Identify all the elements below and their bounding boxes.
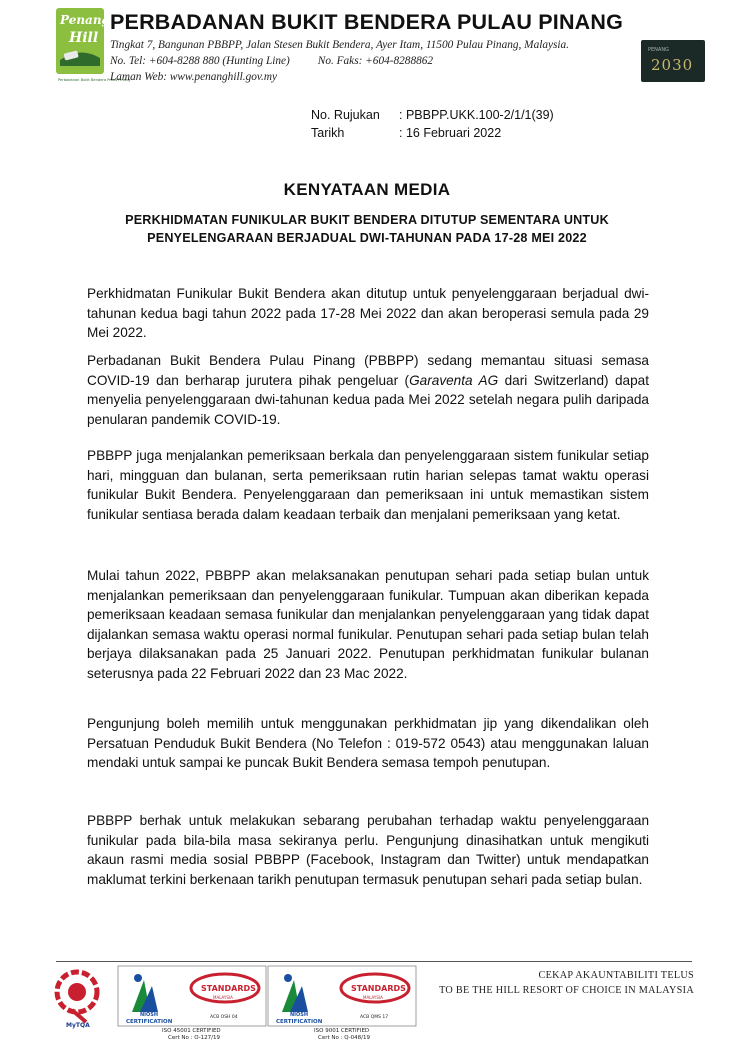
vision-statement: TO BE THE HILL RESORT OF CHOICE IN MALAYSIA: [439, 985, 694, 996]
svg-text:Penang: Penang: [60, 13, 110, 27]
manufacturer-name: Garaventa AG: [409, 372, 499, 388]
cert-1-iso: ISO 45001 CERTIFIED: [162, 1028, 221, 1034]
cert-1-malaysia: MALAYSIA: [213, 995, 233, 1000]
motto: CEKAP AKAUNTABILITI TELUS: [538, 970, 694, 981]
cert-1-standards: STANDARDS: [201, 984, 256, 993]
organization-address: Tingkat 7, Bangunan PBBPP, Jalan Stesen Bukit Bendera, Ayer Itam, 11500 Pulau Pinang, Malaysia.: [110, 39, 570, 51]
cert-2-certification: CERTIFICATION: [276, 1019, 323, 1025]
cert-1-niosh: NIOSH: [140, 1012, 159, 1018]
website[interactable]: Laman Web: www.penanghill.gov.my: [110, 71, 278, 83]
contact-line: [110, 55, 433, 67]
reference-number-value: : PBBPP.UKK.100-2/1/1(39): [399, 108, 554, 122]
iso-9001-certification: [268, 966, 416, 1042]
fax: No. Faks: +604-8288862: [317, 55, 434, 67]
cert-2-niosh: NIOSH: [290, 1012, 309, 1018]
organization-name: PERBADANAN BUKIT BENDERA PULAU PINANG: [110, 10, 624, 34]
cert-2-malaysia: MALAYSIA: [363, 995, 383, 1000]
paragraph-3: PBBPP juga menjalankan pemeriksaan berkala dan penyelenggaraan sistem funikular setiap hari, mingguan dan bulanan, serta pemeriksaan rutin harian selepas tamat waktu operasi funikular Bukit Bendera. Penyelenggaraan dan pemeriksaan ini untuk memastikan sistem funikular sentiasa berada dalam keadaan terbaik dan menjalani pemeriksaan yang ketat.: [87, 448, 649, 522]
penang-2030-badge: [641, 40, 705, 82]
cert-1-certification: CERTIFICATION: [126, 1019, 173, 1025]
cert-2-standards: STANDARDS: [351, 984, 406, 993]
penang-2030-small-text: PENANG: [648, 47, 669, 53]
paragraph-2-part-c: dari Switzerland) dapat menyelia penyelenggaraan dwi-tahunan kedua pada Mei 2022 setelah negara pulih daripada penularan pandemik COVID-19.: [87, 372, 650, 427]
cert-1-logos: [118, 966, 266, 1026]
date-row: [311, 126, 501, 140]
svg-text:Hill: Hill: [69, 30, 99, 46]
paragraph-1: Perkhidmatan Funikular Bukit Bendera akan ditutup untuk penyelenggaraan berjadual dwi-tahunan kedua bagi tahun 2022 pada 17-28 Mei 2022 dan akan beroperasi semula pada 29 Mei 2022.: [87, 286, 649, 341]
cert-1-number: Cert No : O-127/19: [168, 1035, 221, 1041]
penang-2030-big-text: 2030: [651, 56, 694, 74]
cert-2-iso: ISO 9001 CERTIFIED: [314, 1028, 370, 1034]
svg-text:Perbadanan Bukit Bendera Pulau: Perbadanan Bukit Bendera Pulau Pinang: [58, 78, 131, 82]
cert-2-acb: ACB QMS 17: [360, 1015, 389, 1020]
paragraph-6: PBBPP berhak untuk melakukan sebarang perubahan terhadap waktu penyelenggaraan funikular pada bila-bila masa sekiranya perlu. Pengunjung dinasihatkan untuk mengikuti akaun rasmi media sosial PBBPP (Facebook, Instagram dan Twitter) untuk mendapatkan maklumat terkini berkenaan tarikh penutupan termasuk penutupan sehari pada setiap bulan.: [87, 813, 649, 887]
paragraph-2: [87, 351, 649, 429]
mytqa-text: MyTQA: [66, 1022, 90, 1029]
paragraph-4: Mulai tahun 2022, PBBPP akan melaksanakan penutupan sehari pada setiap bulan untuk menjalankan pemeriksaan dan penyelenggaraan funikular. Tumpuan akan diberikan kepada pemeriksaan keadaan semasa funikular dan menjalankan penyelenggaraan yang tidak dapat dijalankan semasa waktu operasi normal funikular. Penutupan sehari pada setiap bulan telah berjaya dilaksanakan pada 25 Januari 2022. Penutupan perkhidmatan funikular bulanan seterusnya pada 22 Februari 2022 dan 23 Mac 2022.: [87, 568, 649, 681]
date-label: Tarikh: [311, 126, 345, 140]
date-value: : 16 Februari 2022: [399, 126, 502, 140]
reference-number-row: [311, 108, 554, 122]
iso-45001-certification: [118, 966, 266, 1042]
penang-hill-logo: [56, 8, 131, 86]
paragraph-5: Pengunjung boleh memilih untuk menggunakan perkhidmatan jip yang dikendalikan oleh Persatuan Penduduk Bukit Bendera (No Telefon : 019-572 0543) atau menggunakan laluan mendaki untuk sampai ke puncak Bukit Bendera semasa tempoh penutupan.: [87, 716, 649, 771]
cert-2-number: Cert No : Q-048/19: [318, 1035, 371, 1041]
cert-2-logos: [268, 966, 416, 1026]
paragraph-2-part-a: Perbadanan Bukit Bendera Pulau Pinang (PBBPP) sedang memantau situasi semasa COVID-19 dan berharap jurutera pihak pengeluar (: [87, 353, 649, 388]
cert-1-acb: ACB OSH 04: [210, 1015, 238, 1020]
reference-number-label: No. Rujukan: [311, 108, 380, 122]
document-title: KENYATAAN MEDIA: [283, 180, 451, 199]
mytqa-logo: [52, 964, 102, 1036]
footer-divider: [56, 961, 692, 962]
telephone: No. Tel: +604-8288 880 (Hunting Line): [110, 55, 290, 67]
document-subtitle: PERKHIDMATAN FUNIKULAR BUKIT BENDERA DITUTUP SEMENTARA UNTUK PENYELENGARAAN BERJADUAL DWI-TAHUNAN PADA 17-28 MEI 2022: [125, 213, 609, 245]
